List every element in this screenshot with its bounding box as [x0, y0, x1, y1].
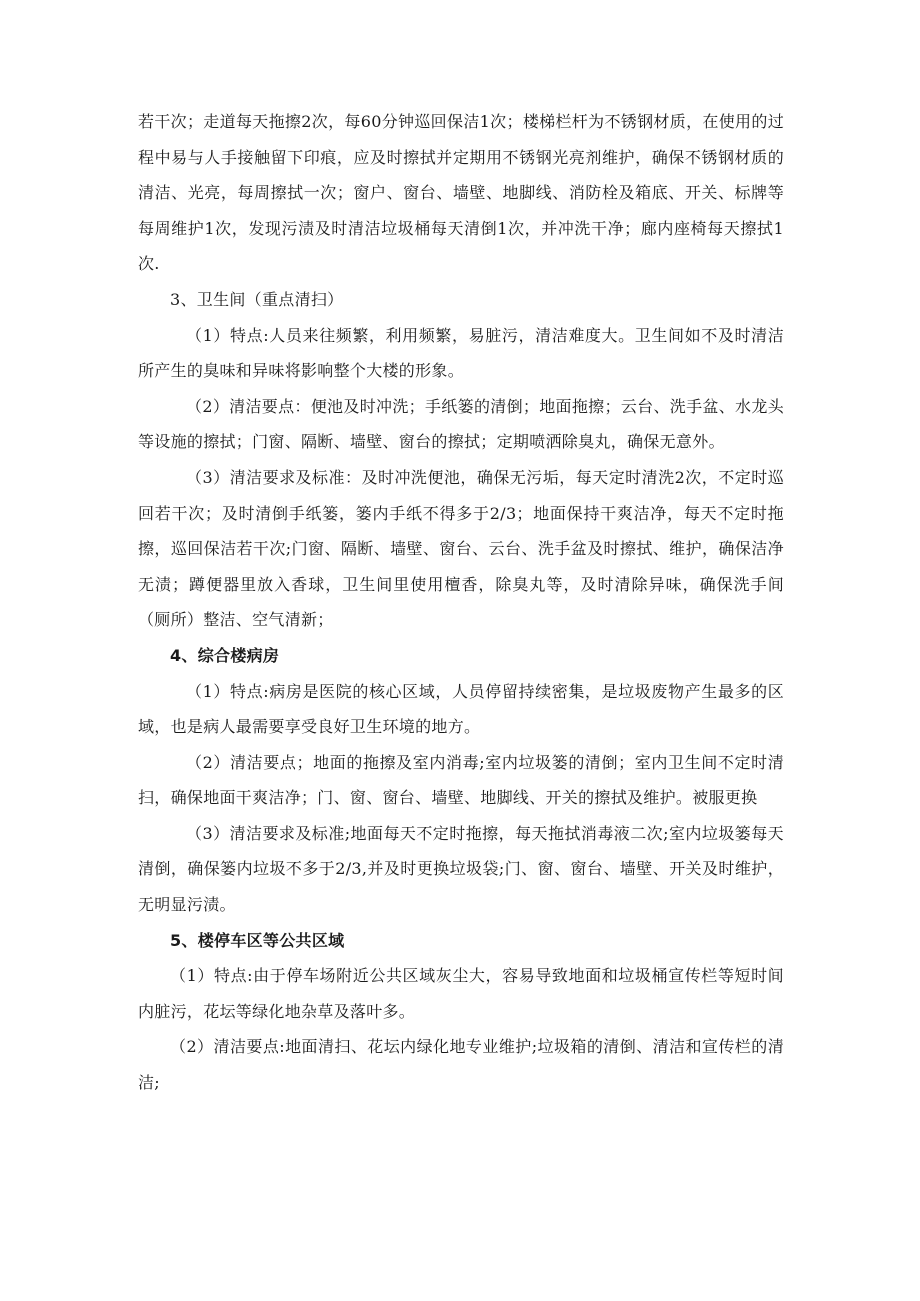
paragraph-corridor-continuation: 若干次；走道每天拖擦2次，每60分钟巡回保洁1次；楼梯栏杆为不锈钢材质，在使用的过程中易与人手接触留下印痕，应及时擦拭并定期用不锈钢光亮剂维护，确保不锈钢材质的清洁、光亮，每周擦拭一次；窗户、窗台、墙壁、地脚线、消防栓及箱底、开关、标牌等每周维护1次，发现污渍及时清洁垃圾桶每天清倒1次，并冲洗干净；廊内座椅每天擦拭1次.	[138, 112, 784, 274]
ward-cleaning-points: （2）清洁要点；地面的拖擦及室内消毒;室内垃圾篓的清倒；室内卫生间不定时清扫，确保地面干爽洁净；门、窗、窗台、墙壁、地脚线、开关的擦拭及维护。被服更换	[138, 752, 784, 808]
restroom-cleaning-points: （2）清洁要点：便池及时冲洗；手纸篓的清倒；地面拖擦；云台、洗手盆、水龙头等设施的擦拭；门窗、隔断、墙壁、窗台的擦拭；定期喷洒除臭丸，确保无意外。	[138, 396, 784, 452]
section-5-heading: 5、楼停车区等公共区域	[170, 930, 345, 950]
document-page	[138, 104, 784, 1101]
section-3-title: 3、卫生间（重点清扫）	[170, 289, 344, 309]
restroom-standards: （3）清洁要求及标准：及时冲洗便池，确保无污垢，每天定时清洗2次，不定时巡回若干次；及时清倒手纸篓，篓内手纸不得多于2/3；地面保持干爽洁净，每天不定时拖擦，巡回保洁若干次;门窗、隔断、墙壁、窗台、云台、洗手盆及时擦拭、维护，确保洁净无渍；蹲便器里放入香球，卫生间里使用檀香，除臭丸等，及时清除异味，确保洗手间（厕所）整洁、空气清新；	[138, 467, 784, 630]
parking-features: （1）特点:由于停车场附近公共区域灰尘大，容易导致地面和垃圾桶宣传栏等短时间内脏污，花坛等绿化地杂草及落叶多。	[138, 966, 784, 1021]
ward-standards: （3）清洁要求及标准;地面每天不定时拖擦，每天拖拭消毒液二次;室内垃圾篓每天清倒，确保篓内垃圾不多于2/3,并及时更换垃圾袋;门、窗、窗台、墙壁、开关及时维护，无明显污渍。	[138, 823, 784, 915]
restroom-features: （1）特点:人员来往频繁，利用频繁，易脏污，清洁难度大。卫生间如不及时清洁所产生的臭味和异味将影响整个大楼的形象。	[138, 325, 784, 381]
ward-features: （1）特点:病房是医院的核心区域，人员停留持续密集，是垃圾废物产生最多的区域，也是病人最需要享受良好卫生环境的地方。	[138, 681, 784, 737]
section-4-heading: 4、综合楼病房	[170, 645, 280, 665]
parking-cleaning-points: （2）清洁要点:地面清扫、花坛内绿化地专业维护;垃圾箱的清倒、清洁和宣传栏的清洁;	[138, 1037, 784, 1093]
